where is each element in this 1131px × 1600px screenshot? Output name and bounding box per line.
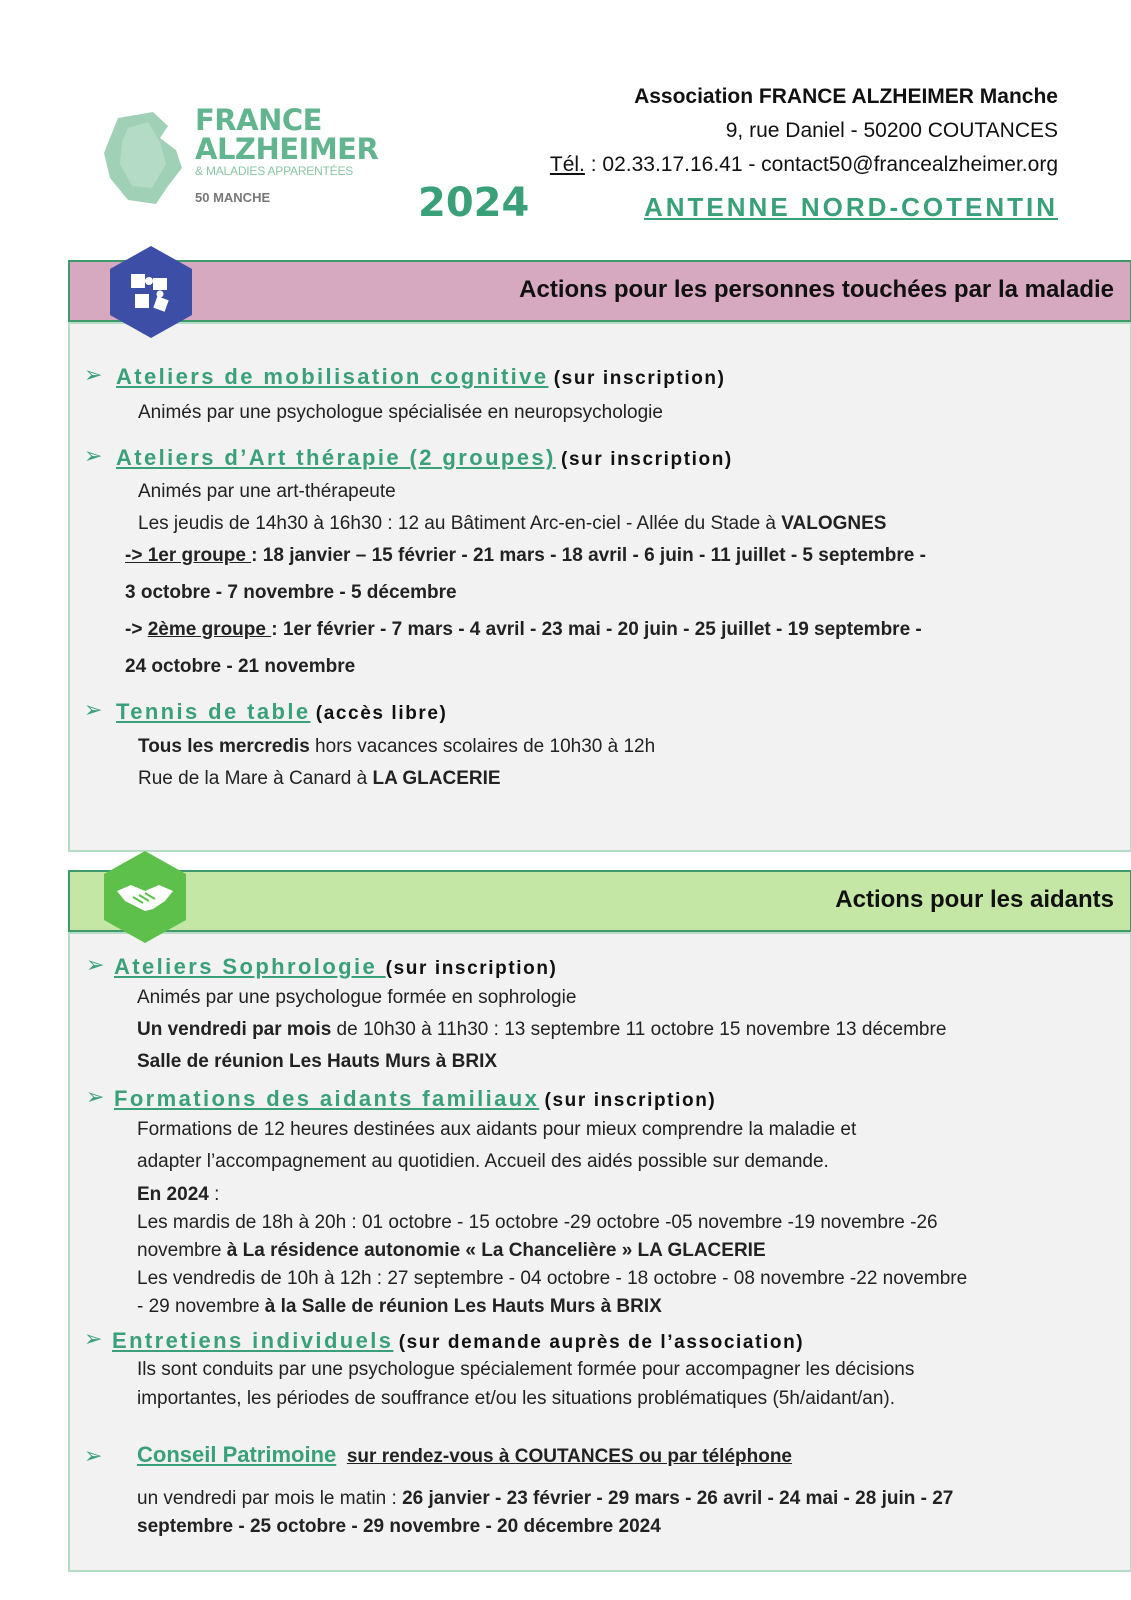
item-description-line1: Ils sont conduits par une psychologue spécialement formée pour accompagner les décisions	[137, 1359, 915, 1380]
heritage-dates-line2: septembre - 25 octobre - 29 novembre - 20 décembre 2024	[137, 1516, 661, 1537]
schedule-day: Tous les mercredis	[138, 736, 310, 757]
antenne-title: ANTENNE NORD-COTENTIN	[644, 192, 1058, 222]
section-patients-title: Actions pour les personnes touchées par la maladie	[519, 276, 1114, 303]
item-tag: sur rendez-vous à COUTANCES ou par téléphone	[346, 1446, 792, 1467]
section-caregivers-header	[68, 870, 1131, 932]
item-title[interactable]: Conseil Patrimoine	[137, 1442, 337, 1467]
association-address: 9, rue Daniel - 50200 COUTANCES	[725, 119, 1058, 142]
group2-dates-line2: 24 octobre - 21 novembre	[125, 656, 356, 677]
item-description: Animés par une art-thérapeute	[138, 481, 396, 502]
logo-title	[195, 103, 379, 166]
section-caregivers-title: Actions pour les aidants	[835, 886, 1114, 913]
item-tag: (sur demande auprès de l’association)	[398, 1332, 805, 1353]
tel-and-email[interactable]: : 02.33.17.16.41 - contact50@francealzheimer.org	[584, 153, 1058, 176]
arrowhead-icon: ➢	[86, 1084, 105, 1109]
arrowhead-icon: ➢	[84, 443, 103, 468]
year-title: 2024	[418, 180, 530, 226]
item-description-line2: adapter l’accompagnement au quotidien. Accueil des aidés possible sur demande.	[137, 1151, 829, 1172]
location-street: Rue de la Mare à Canard à	[138, 768, 373, 789]
schedule-frequency: Un vendredi par mois	[137, 1019, 332, 1040]
location-town: LA GLACERIE	[372, 768, 501, 789]
association-phone-email	[550, 148, 1058, 182]
item-tag: (accès libre)	[315, 703, 448, 724]
france-alzheimer-logo	[98, 104, 398, 214]
friday-dates: Les vendredis de 10h à 12h : 27 septembre - 04 octobre - 18 octobre - 08 novembre -22 novembre	[137, 1268, 968, 1289]
association-name: Association FRANCE ALZHEIMER Manche	[634, 85, 1058, 108]
item-family-caregiver-training	[114, 1086, 716, 1112]
friday-location	[137, 1296, 662, 1318]
item-description: Animés par une psychologue formée en sophrologie	[137, 987, 577, 1008]
friday-dates-end: - 29 novembre	[137, 1296, 265, 1317]
heritage-frequency: un vendredi par mois le matin :	[137, 1488, 403, 1509]
schedule-place: VALOGNES	[781, 513, 887, 534]
item-description: Animés par une psychologue spécialisée en neuropsychologie	[138, 402, 663, 423]
group1-dates-line1: : 18 janvier – 15 février - 21 mars - 18 avril - 6 juin - 11 juillet - 5 septembre -	[251, 545, 926, 566]
association-contact	[550, 80, 1058, 182]
group2-dates	[125, 619, 922, 641]
logo-department: 50 MANCHE	[195, 190, 271, 205]
item-title[interactable]: Ateliers d’Art thérapie (2 groupes)	[116, 445, 556, 470]
item-cognitive-workshops	[116, 364, 726, 390]
tuesday-location	[137, 1240, 766, 1262]
group2-dates-line1: : 1er février - 7 mars - 4 avril - 23 mai - 20 juin - 25 juillet - 19 septembre -	[271, 619, 922, 640]
item-title[interactable]: Ateliers Sophrologie	[114, 954, 386, 979]
arrowhead-icon: ➢	[84, 1443, 103, 1468]
tel-label: Tél.	[549, 153, 585, 176]
item-heritage-advice	[137, 1442, 792, 1468]
tuesday-place: à La résidence autonomie « La Chancelière » LA GLACERIE	[226, 1240, 766, 1261]
item-description-line1: Formations de 12 heures destinées aux aidants pour mieux comprendre la maladie et	[137, 1119, 857, 1140]
item-tag: (sur inscription)	[561, 449, 733, 470]
item-tag: (sur inscription)	[544, 1090, 717, 1111]
manche-map-icon	[98, 108, 188, 208]
item-title[interactable]: Formations des aidants familiaux	[114, 1086, 540, 1111]
group2-label: 2ème groupe	[147, 619, 272, 640]
arrowhead-icon: ➢	[84, 1326, 103, 1351]
item-title[interactable]: Tennis de table	[116, 699, 311, 724]
item-tag: (sur inscription)	[385, 958, 558, 979]
item-location	[138, 768, 501, 790]
item-art-therapy	[116, 445, 733, 471]
heritage-dates-line1	[137, 1488, 953, 1510]
heritage-dates: 26 janvier - 23 février - 29 mars - 26 avril - 24 mai - 28 juin - 27	[402, 1488, 954, 1509]
schedule-dates: de 10h30 à 11h30 : 13 septembre 11 octobre 15 novembre 13 décembre	[331, 1019, 947, 1040]
item-schedule	[137, 1019, 946, 1041]
year-label-text: En 2024	[137, 1184, 209, 1205]
group1-dates-line2: 3 octobre - 7 novembre - 5 décembre	[125, 582, 457, 603]
item-description-line2: importantes, les périodes de souffrance et/ou les situations problématiques (5h/aidant/an).	[137, 1388, 895, 1409]
arrowhead-icon: ➢	[84, 697, 103, 722]
group1-dates	[125, 545, 926, 567]
year-label-colon: :	[208, 1184, 220, 1205]
tuesday-dates-end: novembre	[137, 1240, 227, 1261]
year-label	[137, 1184, 219, 1206]
item-tag: (sur inscription)	[553, 368, 726, 389]
item-individual-interviews	[112, 1328, 804, 1354]
item-title[interactable]: Entretiens individuels	[112, 1328, 394, 1353]
item-schedule	[138, 513, 886, 535]
friday-place: à la Salle de réunion Les Hauts Murs à BRIX	[264, 1296, 662, 1317]
logo-line-alzheimer: ALZHEIMER	[195, 132, 379, 166]
group2-prefix: ->	[125, 619, 148, 640]
item-sophrology	[114, 954, 558, 980]
arrowhead-icon: ➢	[86, 952, 105, 977]
item-location: Salle de réunion Les Hauts Murs à BRIX	[137, 1051, 498, 1072]
item-table-tennis	[116, 699, 448, 725]
logo-subtitle: & MALADIES APPARENTÉES	[195, 164, 354, 178]
schedule-hours: hors vacances scolaires de 10h30 à 12h	[309, 736, 656, 757]
item-schedule	[138, 736, 655, 758]
group1-label: -> 1er groupe	[125, 545, 252, 566]
item-title[interactable]: Ateliers de mobilisation cognitive	[116, 364, 549, 389]
tuesday-dates: Les mardis de 18h à 20h : 01 octobre - 15 octobre -29 octobre -05 novembre -19 novembre -26	[137, 1212, 938, 1233]
logo-line-france: FRANCE	[195, 103, 322, 137]
section-patients-header	[68, 260, 1131, 322]
arrowhead-icon: ➢	[84, 362, 103, 387]
schedule-text: Les jeudis de 14h30 à 16h30 : 12 au Bâtiment Arc-en-ciel - Allée du Stade à	[138, 513, 782, 534]
